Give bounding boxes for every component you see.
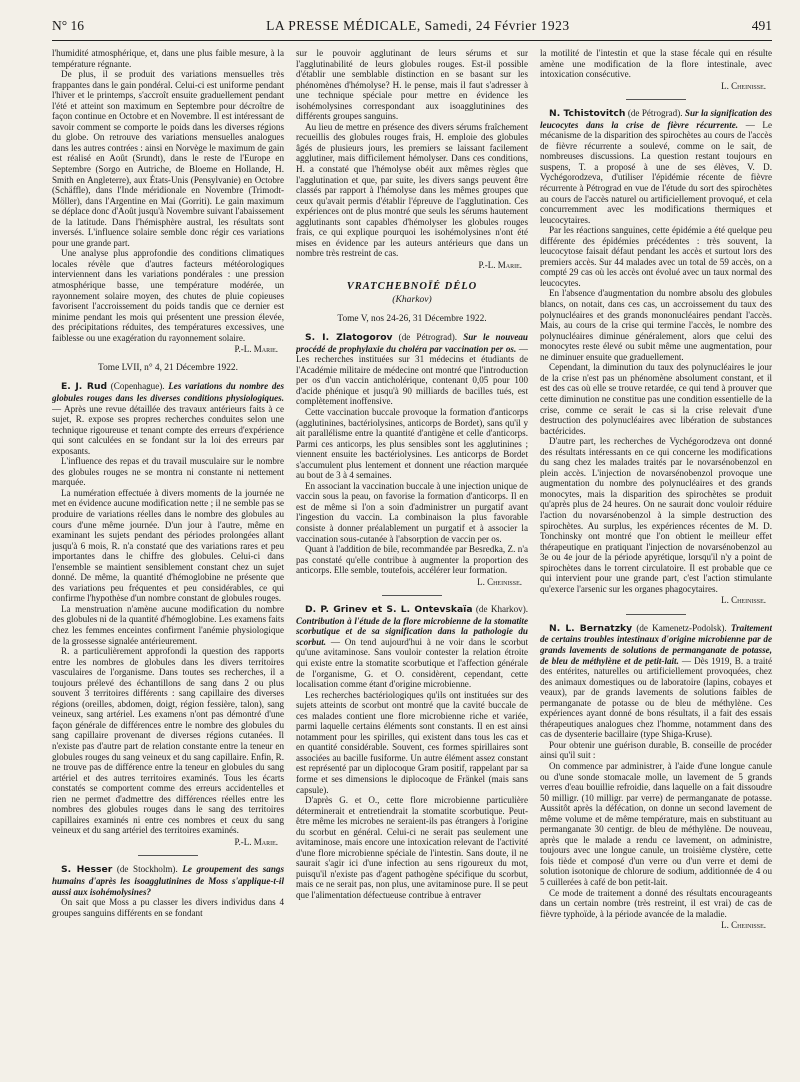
paragraph: L'influence des repas et du travail musculaire sur le nombre des globules rouges ne se montra ni constante ni nettement marquée. [52, 456, 284, 488]
article-author: D. P. Grinev et S. L. Ontevskaïa [305, 604, 473, 616]
article-bernatzky [540, 623, 772, 740]
article-location: (Copenhague). [110, 381, 165, 392]
journal-city: (Kharkov) [392, 294, 432, 306]
paragraph: Pour obtenir une guérison durable, B. conseille de procéder ainsi qu'il suit : [540, 739, 772, 761]
separator-rule [626, 99, 686, 100]
article-author: N. L. Bernatzky [549, 622, 633, 634]
separator-rule [138, 855, 198, 856]
journal-name: VRATCHEBNOÏÉ DÉLO [346, 281, 478, 293]
signature: L. Cheinisse. [477, 576, 522, 587]
article-title: Sur la signification des leucocytes dans la crise de fièvre récurrente. [540, 108, 772, 130]
paragraph: D'après G. et O., cette flore microbienne particulière déterminerait et entretiendrait la stomatite scorbutique. Peut-être même les microbes ne seraient-ils pas étrangers à l'origine du scorbut en général. Celui-ci ne serait pas seulement une avitaminose, mais encore une intoxication relevant de l'activité d'une flore microbienne spéciale de l'intestin. Sans doute, il ne saurait s'agir ici d'une infection au sens rigoureux du mot, puisqu'il n'existe pas d'agent pathogène spécifique du scorbut, mais ce ne serait pas, non plus, une avitaminose pure. Il se peut que l'alimentation défectueuse contribue à entraver [296, 795, 528, 901]
issue-line: Tome V, nos 24-26, 31 Décembre 1922. [337, 313, 487, 324]
paragraph: On commence par administrer, à l'aide d'une longue canule ou d'une sonde stomacale molle, un lavement de 5 grands verres d'eau bouillie refroidie, dans laquelle on a fait dissoudre 50 milligr. (10 milligr. par verre) de permanganate de potasse. Aussitôt après la défécation, on donne un second lavement de même volume et de même température, mais en substituant au permanganate 30 centigr. de bleu de méthylène. De nouveau, après que le malade a rendu ce lavement, on administre, toujours avec une longue canule, un troisième clystère, cette fois tiède et composé d'un verre ou d'un verre et demi de solution isotonique de chlorure de sodium, additionnée de 4 ou 5 cuillerées à café de bon petit-lait. [540, 761, 772, 888]
article-text: — Après une revue détaillée des travaux antérieurs faits à ce sujet, R. expose ses propres recherches conduites selon une technique rigoureuse et tenant compte des erreurs d'expérience qui sont calculées en se fondant sur la loi des erreurs par exposants. [52, 403, 284, 456]
article-text: — Les recherches instituées sur 31 médecins et étudiants de l'Académie militaire de médecine ont montré que l'introduction per os d'un vaccin anticholérique, contenant 0,05 pour 100 d'acide phénique et jusqu'à 90 milliards de bacilles tués, est complètement inoffensive. [296, 343, 528, 407]
article-text: — Le mécanisme de la disparition des spirochètes au cours de l'accès de fièvre récurrente a soulevé, comme on le sait, de nombreuses discussions. La question restant toujours en suspens, T. a proposé à une de ses élèves, V. D. Vychégorodzeva, d'utiliser l'épidémie récente de fièvre récurrente à Pétrograd en vue de l'étude du sort des spirochètes au cours de l'accès naturel ou artificiellement provoqué, et cela concurremment avec les modifications thermiques et leucocytaires. [540, 119, 772, 225]
signature: L. Cheinisse. [721, 595, 766, 606]
article-title: Traitement de certains troubles intestinaux d'origine microbienne par de grands lavements de solutions de permanganate de potasse, de bleu de méthylène et de petit-lait. [540, 622, 772, 666]
paragraph: D'autre part, les recherches de Vychégorodzeva ont donné des résultats intéressants en ce qui concerne les modifications du sang chez les malades traités par le novarsénobenzol en plein accès. L'injection de novarsénobenzol provoque une augmentation du nombre des polynucléaires et des grands monocytes, mais la disparition des spirochètes se produit qu'après plus de 24 heures. On ne saurait donc vouloir réduire l'action du novarsénobenzol à la simple destruction des spirochètes. Au surplus, les expériences récentes de M. D. Tonchinsky ont montré que l'on obtient le meilleur effet thérapeutique en pratiquant l'injection de novarsénobenzol au 3e ou 4e jour de la période apyrétique, lorsqu'il n'y a point de spirochètes dans le torrent circulatoire. Il est probable que ce qui intervient pour une grande part, c'est l'action stimulante qu'exerce l'arsenic sur les organes phagocytaires. [540, 436, 772, 594]
article-text: — Dès 1919, B. a traité des entérites, naturelles ou artificiellement provoquées, chez des animaux domestiques ou de laboratoire (lapins, cobayes et veaux), par de grands lavements de solutions faibles de permanganate de potasse ou de bleu de méthylène. Ces expériences ayant donné de bons résultats, il a fait des essais thérapeutiques analogues chez l'homme, notamment dans des cas de dysenterie bacillaire (type Shiga-Kruse). [540, 655, 772, 740]
separator-rule [626, 614, 686, 615]
paragraph: La menstruation n'amène aucune modification du nombre des globules ni de la quantité d'hémoglobine. Les examens faits chez les femmes enceintes confirment l'anémie physiologique de la grossesse signalée antérieurement. [52, 603, 284, 646]
article-rud [52, 381, 284, 456]
article-location: (de Pétrograd). [627, 108, 683, 119]
column-3 [540, 48, 772, 1076]
column-2 [296, 48, 528, 1076]
journal-title: LA PRESSE MÉDICALE, Samedi, 24 Février 1923 [266, 18, 570, 33]
header-rule [52, 40, 772, 41]
paragraph: la motilité de l'intestin et que la stase fécale qui en résulte amène une modification de la flore intestinale, avec intoxication consécutive. [540, 48, 772, 80]
paragraph: Cependant, la diminution du taux des polynucléaires le jour de la crise n'est pas un phénomène absolument constant, et il est des cas où elle se trouve retardée, ce qui tend à prouver que cette diminution ne constitue pas une condition essentielle de la crise, comme ce serait le cas si la crise relevait d'une destruction des polynucléaires avec libération de substances bactéricides. [540, 362, 772, 436]
signature: L. Cheinisse. [721, 80, 766, 91]
article-author: E. J. Rud [61, 381, 108, 393]
article-author: S. I. Zlatogorov [305, 332, 393, 344]
columns [52, 48, 772, 1076]
article-location: (de Pétrograd). [398, 332, 458, 343]
paragraph: Ce mode de traitement a donné des résultats encourageants dans un certain nombre (très restreint, il est vrai) de cas de fièvre typhoïde, à la période avancée de la maladie. [540, 887, 772, 919]
paragraph: Une analyse plus approfondie des conditions climatiques locales révèle que d'autres facteurs météorologiques interviennent dans les variations pondérales : une pression atmosphérique basse, une température modérée, un rayonnement solaire moyen, des chutes de pluie copieuses favorisent l'accroissement du poids tandis que ce dernier est minime pendant les mois qui présentent une pression élevée, des précipitations réduites, des températures excessives, une faiblesse ou une exagération du rayonnement solaire. [52, 248, 284, 343]
article-title: Contribution à l'étude de la flore microbienne de la stomatite scorbutique et de sa signification dans la pathologie du scorbut. [296, 615, 528, 647]
paragraph: l'humidité atmosphérique, et, dans une plus faible mesure, à la température régnante. [52, 48, 284, 69]
article-location: (de Kharkov). [475, 604, 528, 615]
article-text: — On tend aujourd'hui à ne voir dans le scorbut qu'une avitaminose. Sans vouloir contester la relation étroite qui existe entre la stomatite scorbutique et l'affection générale de l'organisme, G. et O. considèrent, cependant, cette localisation comme étant d'origine microbienne. [296, 636, 528, 690]
paragraph: En l'absence d'augmentation du nombre absolu des globules blancs, on notait, dans ces cas, un accroissement du taux des polynucléaires et des grands mononucléaires pendant l'accès. Mais, au cours de la crise qui termine l'accès, le nombre des polynucléaires diminue généralement, alors que celui des monocytes reste élevé ou subit même une augmentation, pour ne diminuer ensuite que graduellement. [540, 288, 772, 362]
paragraph: En associant la vaccination buccale à une injection unique de vaccin sous la peau, on favorise la formation d'anticorps. Il en est de même si l'on a soin d'administrer un purgatif avant l'ingestion du vaccin. La combinaison la plus favorable consiste à donner préalablement un purgatif et à associer la vaccination sous-cutanée à l'absorption de vaccin per os. [296, 480, 528, 544]
issue-number: N° 16 [52, 18, 85, 33]
article-author: S. Hesser [61, 864, 113, 876]
article-grinev [296, 604, 528, 689]
article-title: Le groupement des sangs humains d'après les isoagglutinines de Moss s'applique-t-il aussi aux isohémolysines? [52, 864, 284, 897]
paragraph: Au lieu de mettre en présence des divers sérums fraîchement recueillis des globules rouges frais, H. emploie des globules âgés de plusieurs jours, les premiers se laissant facilement agglutiner, mais difficilement hémolyser. Dans ces conditions, H. a constaté que l'hémolyse obéit aux mêmes règles que l'agglutination et que, par suite, les divers sangs peuvent être classés par rapport à l'hémolyse dans les mêmes groupes que ceux qu'avait permis d'établir l'épreuve de l'agglutination. Ces expériences ont de plus montré que seuls les sérums hautement agglutinants sont capables d'hémolyser les globules rouges frais, ce qui explique pourquoi les isohémolysines n'ont été mises en évidence par les auteurs antérieurs que dans un nombre très restreint de cas. [296, 121, 528, 259]
signature: P.-L. Marie. [234, 344, 278, 355]
article-hesser [52, 864, 284, 897]
paragraph: De plus, il se produit des variations mensuelles très frappantes dans le gain pondéral. Celui-ci est uniforme pendant l'hiver et le printemps, s'accroît ensuite graduellement pendant l'été et atteint son maximum en Septembre pour décroître de façon continue en Octobre et en Novembre. Il est intéressant de savoir comment se comporte le poids dans les diverses régions du globe. On retrouve des variations mensuelles analogues dans les autres contrées : ainsi en Norvège le maximum de gain est réalisé en Août (Srundt), dans le reste de l'Europe en Septembre (Sorgo en Autriche, de Bloeme en Hollande, H. Smith en Angleterre), aux États-Unis (Pensylvanie) en Octobre (Schäffle), dans l'Inde méridionale en Novembre (Trimodt-Möller), dans l'Argentine en Mai (Gorriti). Le gain maximum se déplace donc d'Août jusqu'à Novembre suivant l'abaissement de la latitude. Dans l'hémisphère austral, les résultats sont inversés. L'influence solaire semble donc régir ces variations pour une grande part. [52, 69, 284, 248]
paragraph: On sait que Moss a pu classer les divers individus dans 4 groupes sanguins différents en se fondant [52, 897, 284, 918]
article-location: (de Kamenetz-Podolsk). [636, 622, 727, 633]
paragraph: La numération effectuée à divers moments de la journée ne met en évidence aucune modification nette ; il ne semble pas se produire de variations réelles dans le nombre des globules au cours d'une même journée. D'un jour à l'autre, même en examinant les sujets pendant des périodes prolongées allant jusqu'à 6 mois, R. n'a constaté que des variations rares et peu importantes dans le chiffre des globules. Celui-ci dans l'ensemble se maintient sensiblement constant chez un sujet donné. De même, la quantité d'hémoglobine ne présente que des variations peu fréquentes et peu considérables, ce qui confirme l'hypothèse d'un nombre constant de globules rouges. [52, 487, 284, 604]
column-1 [52, 48, 284, 1076]
article-tchistovitch [540, 108, 772, 225]
paragraph: Cette vaccination buccale provoque la formation d'anticorps (agglutinines, bactériolysines, anticorps de Bordet), sans qu'il y ait parallélisme entre la quantité d'antigène et celle d'anticorps. Parmi ces anticorps, les plus sensibles sont les agglutinines ; viennent ensuite les bactériolysines. Les anticorps de Bordet s'accumulent plus lentement et donnent une réaction marquée au bout de 3 à 4 semaines. [296, 406, 528, 481]
article-title: Les variations du nombre des globules rouges dans les diverses conditions physiologiques. [52, 381, 284, 403]
signature: P.-L. Marie. [478, 259, 522, 270]
paragraph: R. a particulièrement approfondi la question des rapports entre les nombres de globules dans les divers territoires vasculaires de l'organisme. Dans toutes ses recherches, il a toujours prélevé des échantillons de sang dans 2 ou plus souvent 3 territoires différents : sang capillaire des diverses régions (oreilles, abdomen, doigt, région fessière, talon), sang veineux, sang artériel. Les examens n'ont pas démontré d'une façon générale de différences entre le nombre des globules du sang capillaire provenant de diverses régions cutanées. Il n'existe pas d'autre part de relation constante entre la teneur en globules rouges du sang veineux et du sang capillaire. Enfin, R. ne trouve pas de différence entre la teneur en globules du sang artériel et des autres territoires examinés. Tous les écarts constatés se comportent comme des erreurs accidentelles et rien ne permet d'admettre des différences réelles entre les nombres des globules rouges dans le sang des territoires capillaires examinés ni entre ces nombres et ceux du sang veineux et du sang artériel des territoires examinés. [52, 646, 284, 836]
paragraph: Quant à l'addition de bile, recommandée par Besredka, Z. n'a pas constaté qu'elle contribue à augmenter la proportion des anticorps. Elle semble, toutefois, accélérer leur formation. [296, 544, 528, 576]
paragraph: Les recherches bactériologiques qu'ils ont instituées sur des sujets atteints de scorbut ont montré que la cavité buccale de ces malades contient une flore microbienne riche et variée, parmi laquelle certains éléments sont constants. Il en est ainsi notamment pour les spirilles, qui existent dans tous les cas et en quantité considérable. Souvent, ces formes spirillaires sont associées au bacille fusiforme. Un autre élément assez constant est représenté par un diplocoque Gram positif, rappelant par sa forme et ses dimensions le diplocoque de Fränkel (mais sans capsule). [296, 689, 528, 795]
article-author: N. Tchistovitch [549, 108, 626, 120]
separator-rule [382, 595, 442, 596]
article-title: Sur le nouveau procédé de prophylaxie du choléra par vaccination per os. [296, 332, 528, 354]
paragraph: Par les réactions sanguines, cette épidémie a été quelque peu différente des épidémies précédentes : très souvent, la leucocytose faisait défaut pendant les accès et surtout lors des premiers accès. Sur 44 malades avec un total de 59 accès, on a compté 29 cas où les accès ont évolué avec un taux normal des leucocytes. [540, 225, 772, 288]
page-number: 491 [751, 18, 772, 33]
page-header [52, 18, 772, 36]
issue-line: Tome LVII, n° 4, 21 Décembre 1922. [98, 362, 238, 373]
signature: P.-L. Marie. [234, 836, 278, 847]
paragraph: sur le pouvoir agglutinant de leurs sérums et sur l'agglutinabilité de leurs globules rouges. Est-il possible d'établir une semblable distinction en se basant sur les phénomènes d'hémolyse? H. le pense, mais il faut s'adresser à une technique spéciale pour mettre en évidence les isohémolysines correspondant aux isoagglutinines des différents groupes sanguins. [296, 48, 528, 122]
article-location: (de Stockholm). [116, 864, 178, 875]
article-zlatogorov [296, 332, 528, 407]
signature: L. Cheinisse. [721, 920, 766, 931]
